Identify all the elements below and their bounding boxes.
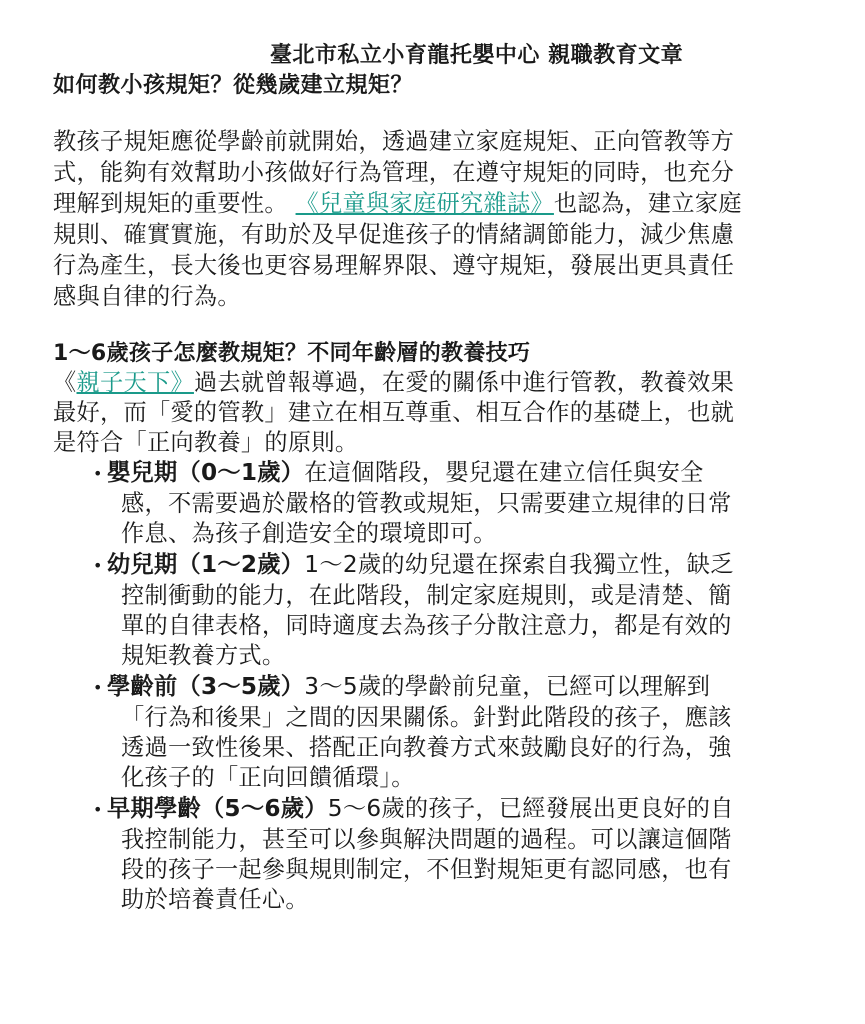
intro-paragraph xyxy=(53,126,823,312)
stage-label-toddler: 幼兒期（1～2歲） xyxy=(107,551,305,578)
stage-label-preschool: 學齡前（3～5歲） xyxy=(107,673,305,700)
bullet-dot-icon: • xyxy=(93,555,103,575)
stage-early-school-line-3: 段的孩子一起參與規則制定，不但對規矩更有認同感，也有 xyxy=(121,855,732,883)
stage-infant-line-1: 在這個階段，嬰兒還在建立信任與安全 xyxy=(304,459,704,486)
stage-preschool xyxy=(93,672,813,793)
intro-line-2: 式，能夠有效幫助小孩做好行為管理，在遵守規矩的同時，也充分 xyxy=(53,159,735,186)
stage-preschool-line-2: 「行為和後果」之間的因果關係。針對此階段的孩子，應該 xyxy=(121,703,732,731)
intro-line-1: 教孩子規矩應從學齡前就開始，透過建立家庭規矩、正向管教等方 xyxy=(53,128,735,155)
section-intro-line-1-after: 過去就曾報導過，在愛的關係中進行管教，教養效果 xyxy=(193,369,735,396)
section-intro-line-2: 最好，而「愛的管教」建立在相互尊重、相互合作的基礎上，也就 xyxy=(53,399,735,426)
stage-infant xyxy=(93,458,813,549)
bullet-dot-icon: • xyxy=(93,677,103,697)
stage-early-school-line-2: 我控制能力，甚至可以參與解決問題的過程。可以讓這個階 xyxy=(121,825,732,853)
stage-preschool-line-1: 3～5歲的學齡前兒童，已經可以理解到 xyxy=(304,673,711,700)
stage-preschool-line-3: 透過一致性後果、搭配正向教養方式來鼓勵良好的行為，強 xyxy=(121,733,732,761)
intro-line-3 xyxy=(53,188,823,219)
stage-infant-line-3: 作息、為孩子創造安全的環境即可。 xyxy=(121,519,497,547)
org-header-title: 臺北市私立小育龍托嬰中心 親職教育文章 xyxy=(269,43,684,68)
section-heading: 1～6歲孩子怎麼教規矩？不同年齡層的教養技巧 xyxy=(53,341,531,366)
stage-early-school-line-4: 助於培養責任心。 xyxy=(121,885,309,913)
section-intro-line-3: 是符合「正向教養」的原則。 xyxy=(53,429,359,456)
section-intro-open-bracket: 《 xyxy=(53,369,77,396)
stage-toddler-line-3: 單的自律表格，同時適度去為孩子分散注意力，都是有效的 xyxy=(121,611,732,639)
stage-label-early-school: 早期學齡（5～6歲） xyxy=(107,795,328,822)
stage-early-school-line-1: 5～6歲的孩子，已經發展出更良好的自 xyxy=(327,795,734,822)
section-intro xyxy=(53,368,823,458)
bullet-dot-icon: • xyxy=(93,799,103,819)
intro-line-5: 行為產生，長大後也更容易理解界限、遵守規矩，發展出更具責任 xyxy=(53,252,735,279)
stage-infant-line-2: 感，不需要過於嚴格的管教或規矩，只需要建立規律的日常 xyxy=(121,489,732,517)
intro-line-3-after: 也認為，建立家庭 xyxy=(553,190,742,217)
article-title: 如何教小孩規矩？從幾歲建立規矩？ xyxy=(53,73,414,98)
stage-toddler-line-1: 1～2歲的幼兒還在探索自我獨立性，缺乏 xyxy=(304,551,734,578)
stage-early-school xyxy=(93,794,813,915)
parenting-magazine-link[interactable]: 親子天下》 xyxy=(76,369,194,396)
stage-toddler-line-2: 控制衝動的能力，在此階段，制定家庭規則，或是清楚、簡 xyxy=(121,581,732,609)
journal-link[interactable]: 《兒童與家庭研究雜誌》 xyxy=(295,190,554,217)
bullet-dot-icon: • xyxy=(93,463,103,483)
intro-line-6: 感與自律的行為。 xyxy=(53,283,241,310)
stage-toddler xyxy=(93,550,813,671)
section-intro-line-1 xyxy=(53,368,823,398)
intro-line-4: 規則、確實實施，有助於及早促進孩子的情緒調節能力，減少焦慮 xyxy=(53,221,735,248)
stage-preschool-line-4: 化孩子的「正向回饋循環」。 xyxy=(121,763,415,791)
intro-line-3-before: 理解到規矩的重要性。 xyxy=(53,190,288,217)
stage-label-infant: 嬰兒期（0～1歲） xyxy=(107,459,305,486)
stage-toddler-line-4: 規矩教養方式。 xyxy=(121,641,286,669)
